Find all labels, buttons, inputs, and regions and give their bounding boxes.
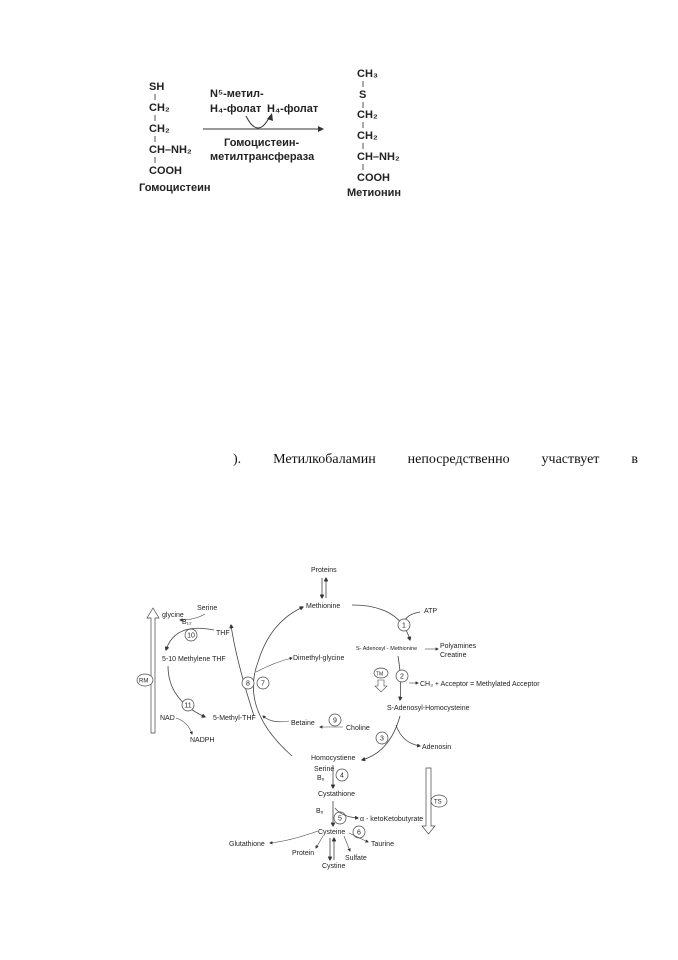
label-adenosin: Adenosin xyxy=(422,744,452,751)
enzyme-bottom: метилтрансфераза xyxy=(210,151,315,163)
label-polyamines: Polyamines xyxy=(440,643,477,650)
label-glutathione: Glutathione xyxy=(229,841,265,848)
cofactor-curved-arrow xyxy=(246,116,270,128)
paragraph-line xyxy=(233,452,638,468)
paragraph-word: в xyxy=(631,452,638,467)
step-number: 1 xyxy=(402,622,406,630)
label-tm: TM xyxy=(376,671,384,678)
homocysteine-cooh: COOH xyxy=(149,165,182,177)
label-sulfate: Sulfate xyxy=(345,855,367,862)
methionine-cooh: COOH xyxy=(357,172,390,184)
label-methylation: CH₃ + Acceptor = Methylated Acceptor xyxy=(420,681,540,688)
tm-down-arrow xyxy=(375,680,387,692)
label-serine-top: Serine xyxy=(197,605,218,612)
label-serine-b6: Serine xyxy=(314,766,335,773)
step-number: 4 xyxy=(340,772,344,780)
homocysteine-ch2-b: CH₂ xyxy=(149,123,170,135)
cofactor-in-top: N⁵-метил- xyxy=(210,88,264,100)
label-dimethylglycine: Dimethyl-glycine xyxy=(293,655,345,662)
label-b6-b: B₆ xyxy=(316,808,324,815)
methionine-ch2-a: CH₂ xyxy=(357,109,378,121)
label-methyl-thf: 5-Methyl-THF xyxy=(213,715,256,722)
homocysteine-name: Гомоцистеин xyxy=(139,182,211,194)
label-cystathione: Cystathione xyxy=(318,791,355,798)
methionine-structure xyxy=(347,68,401,199)
cofactor-in-bottom: H₄-фолат xyxy=(210,103,262,115)
label-atp: ATP xyxy=(424,608,438,615)
label-cystine: Cystine xyxy=(322,863,346,870)
homocysteine-structure xyxy=(139,81,211,194)
label-glycine: glycine xyxy=(162,612,184,619)
paragraph-word: непосредственно xyxy=(407,452,510,467)
label-sam: S- Adenosyl - Methionine xyxy=(356,646,418,652)
paragraph-word: Метилкобаламин xyxy=(273,452,376,467)
label-ketobutyrate: α - ketoKetobutyrate xyxy=(360,816,424,823)
label-nadph: NADPH xyxy=(190,737,215,744)
label-b6-a: B₆ xyxy=(317,775,325,782)
label-sah: S-Adenosyl-Homocysteine xyxy=(387,705,470,712)
label-proteins: Proteins xyxy=(311,567,337,574)
label-ts: TS xyxy=(434,799,442,806)
cofactor-out: H₄-фолат xyxy=(267,103,319,115)
label-homocystiene: Homocystiene xyxy=(311,755,356,762)
step-number: 9 xyxy=(333,717,337,725)
homocysteine-ch2-a: CH₂ xyxy=(149,102,170,114)
label-choline: Choline xyxy=(346,725,370,732)
step-number: 11 xyxy=(184,702,192,710)
label-methionine: Methionine xyxy=(306,603,341,610)
step-number: 8 xyxy=(246,680,250,688)
enzyme-top: Гомоцистеин- xyxy=(224,137,300,149)
step-number: 7 xyxy=(261,680,265,688)
rm-up-arrow xyxy=(147,608,159,733)
methionine-ch-nh2: CH–NH₂ xyxy=(357,151,400,163)
paragraph-word: ). xyxy=(233,452,242,467)
step-number: 5 xyxy=(338,815,342,823)
step-number: 10 xyxy=(187,632,195,640)
label-creatine: Creatine xyxy=(440,652,467,659)
label-cysteine: Cysteine xyxy=(318,829,346,836)
paragraph-word: участвует xyxy=(541,452,600,467)
step-number: 3 xyxy=(380,735,384,743)
methionine-cycle-diagram xyxy=(0,550,678,890)
label-nad: NAD xyxy=(160,715,175,722)
methionine-s: S xyxy=(359,89,367,101)
label-b12: B₁₂ xyxy=(182,619,192,626)
label-taurine: Taurine xyxy=(371,841,394,848)
homocysteine-sh: SH xyxy=(149,81,165,93)
methionine-ch3: CH₃ xyxy=(357,68,378,80)
label-protein: Protein xyxy=(292,850,315,857)
label-rm: RM xyxy=(139,678,149,685)
label-methylene-thf: 5-10 Methylene THF xyxy=(162,656,226,663)
step-number: 6 xyxy=(357,829,361,837)
label-thf: THF xyxy=(216,630,230,637)
label-betaine: Betaine xyxy=(291,720,315,727)
methionine-name: Метионин xyxy=(347,187,402,199)
step-number: 2 xyxy=(400,673,404,681)
reaction-arrowhead xyxy=(318,126,324,132)
homocysteine-ch-nh2: CH–NH₂ xyxy=(149,144,192,156)
reaction-scheme xyxy=(0,0,678,220)
methionine-ch2-b: CH₂ xyxy=(357,130,378,142)
